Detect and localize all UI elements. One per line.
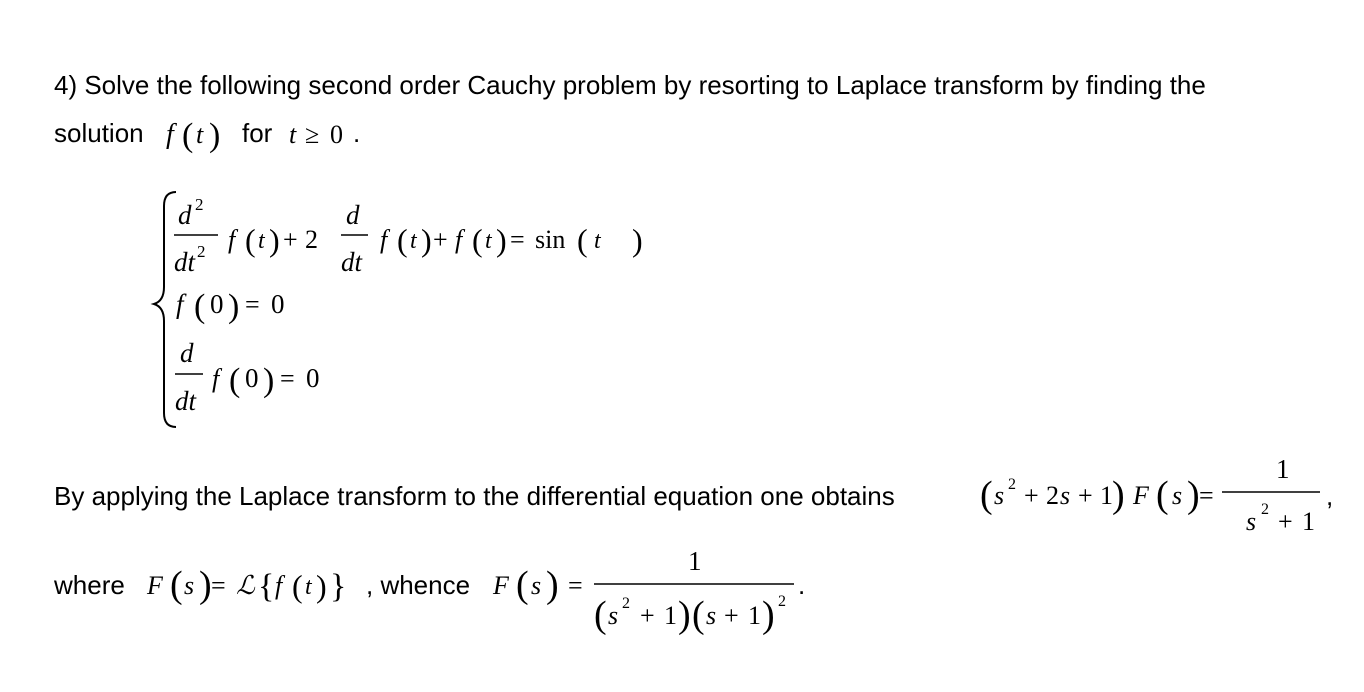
svg-text:sin: sin [535,225,566,254]
svg-text:2: 2 [1008,476,1016,493]
svg-text:): ) [1112,474,1125,516]
svg-text:0: 0 [245,363,259,393]
svg-text:): ) [269,222,280,258]
svg-text:+: + [724,601,739,630]
system-equation-3 [175,338,320,416]
svg-text:t: t [258,228,265,254]
svg-text:s: s [608,601,619,630]
svg-text:f: f [176,289,184,319]
laplace-definition [146,564,346,606]
svg-text:dt: dt [174,247,196,277]
problem-line-2-prefix: solution [54,118,144,148]
svg-text:{: { [258,568,275,605]
svg-text:+: + [1024,481,1039,510]
svg-text:f: f [380,225,388,254]
where-text: where [54,570,125,600]
inline-f-of-t [166,117,220,154]
svg-text:): ) [263,362,275,399]
svg-text:(: ( [229,362,241,399]
final-period: . [798,570,806,600]
whence-text: , whence [366,570,471,600]
svg-text:≥: ≥ [305,120,320,149]
svg-text:+: + [1278,507,1293,536]
svg-text:1: 1 [748,601,761,630]
svg-text:(: ( [980,474,993,516]
svg-text:=: = [245,290,260,319]
system-left-brace [154,192,176,427]
svg-text:): ) [678,594,691,636]
svg-text:(: ( [194,288,206,325]
problem-line-2-for: for [242,118,273,148]
svg-text:F: F [493,571,509,600]
svg-text:(: ( [594,594,607,636]
transform-text: By applying the Laplace transform to the differential equation one obtains [54,481,895,511]
svg-text:): ) [209,117,221,154]
svg-text:0: 0 [306,363,320,393]
svg-text:0: 0 [210,289,224,319]
svg-text:f: f [455,225,463,254]
svg-text:2: 2 [778,593,786,610]
svg-text:(: ( [577,222,588,258]
svg-text:F: F [147,571,163,600]
svg-text:): ) [546,564,559,606]
svg-text:s: s [531,571,542,600]
svg-text:dt: dt [341,247,363,277]
svg-text:1: 1 [1276,454,1290,484]
svg-text:(: ( [1156,474,1169,516]
svg-text:=: = [280,364,295,393]
svg-text:dt: dt [175,386,197,416]
svg-text:+: + [283,225,298,254]
svg-text:t: t [485,228,492,254]
problem-line-1: 4) Solve the following second order Cauchy problem by resorting to Laplace transform by finding the [54,70,1206,100]
svg-text:}: } [330,568,347,605]
svg-text:f: f [212,364,220,393]
svg-text:+: + [433,225,448,254]
svg-text:2: 2 [305,225,318,254]
svg-text:F: F [1133,481,1149,510]
svg-text:(: ( [516,564,529,606]
laplace-solution [492,546,794,636]
svg-text:(: ( [397,222,408,258]
svg-text:): ) [316,568,327,604]
svg-text:2: 2 [197,242,206,261]
svg-text:1: 1 [688,546,702,576]
svg-text:=: = [510,225,525,254]
svg-text:s: s [1246,507,1257,536]
svg-text:(: ( [692,594,705,636]
svg-text:0: 0 [271,289,285,319]
svg-text:t: t [196,120,204,149]
transform-comma: , [1326,481,1334,511]
svg-text:1: 1 [664,601,677,630]
svg-text:(: ( [292,568,303,604]
svg-text:s: s [1172,481,1183,510]
svg-text:1: 1 [1302,507,1315,536]
svg-text:): ) [228,288,240,325]
svg-text:d: d [346,200,360,230]
svg-text:): ) [496,222,507,258]
svg-text:s: s [994,481,1005,510]
svg-text:0: 0 [330,120,343,149]
problem-line-2-end: . [353,118,361,148]
svg-text:): ) [199,564,212,606]
svg-text:t: t [289,120,297,149]
svg-text:t: t [410,228,417,254]
svg-text:): ) [421,222,432,258]
laplace-transformed-equation [980,454,1320,536]
svg-text:1: 1 [1100,481,1113,510]
svg-text:2: 2 [622,595,630,612]
svg-text:2: 2 [1261,501,1269,518]
svg-text:f: f [166,119,174,150]
svg-text:+: + [640,601,655,630]
svg-text:s: s [1060,481,1071,510]
svg-text:d: d [180,338,194,368]
svg-text:t: t [594,228,601,254]
svg-text:t: t [305,574,312,600]
inline-t-geq-0 [289,120,343,149]
system-equation-1 [174,195,643,277]
svg-text:2: 2 [195,195,204,214]
svg-text:=: = [568,571,583,600]
svg-text:(: ( [182,117,194,154]
svg-text:f: f [275,571,283,600]
svg-text:f: f [228,225,236,254]
svg-text:ℒ: ℒ [236,571,255,601]
svg-text:): ) [1187,474,1200,516]
svg-text:): ) [762,594,775,636]
svg-text:(: ( [472,222,483,258]
svg-text:s: s [706,601,717,630]
svg-text:=: = [211,571,226,600]
svg-text:(: ( [170,564,183,606]
system-equation-2 [176,288,285,325]
svg-text:2: 2 [1046,481,1059,510]
svg-text:d: d [178,200,192,230]
svg-text:=: = [1199,481,1214,510]
svg-text:+: + [1078,481,1093,510]
svg-text:s: s [184,571,195,600]
svg-text:): ) [632,222,643,258]
svg-text:(: ( [245,222,256,258]
